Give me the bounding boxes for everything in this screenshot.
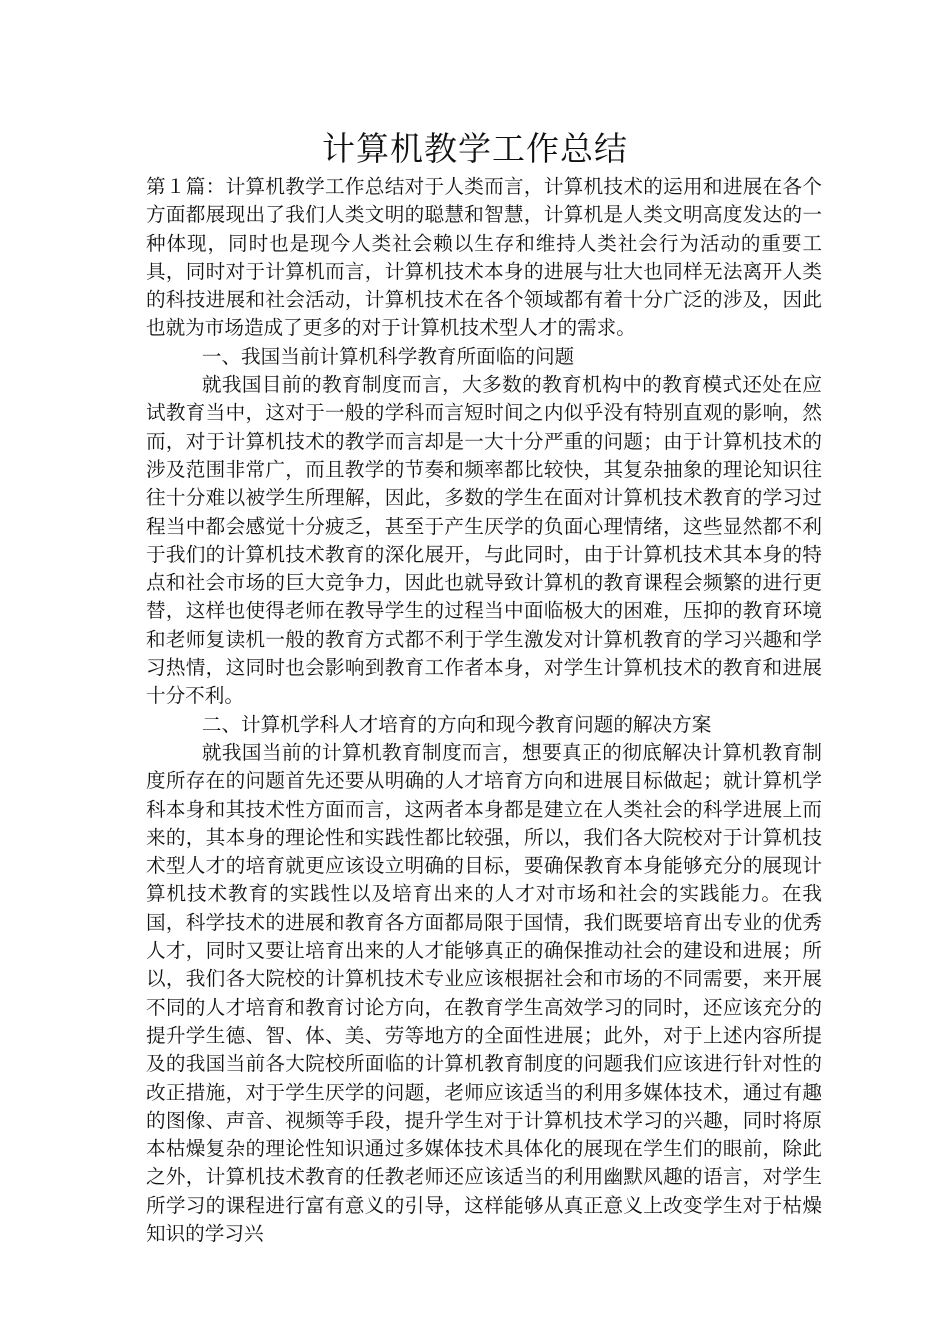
paragraph-solutions: 就我国当前的计算机教育制度而言，想要真正的彻底解决计算机教育制度所存在的问题首先还要从明确的人才培育方向和进展目标做起；就计算机学科本身和其技术性方面而言，这两者本身都是建立在人类社会的科学进展上而来的，其本身的理论性和实践性都比较强，所以，我们各大院校对于计算机技术型人才的培育就更应该设立明确的目标，要确保教育本身能够充分的展现计算机技术教育的实践性以及培育出来的人才对市场和社会的实践能力。在我国，科学技术的进展和教育各方面都局限于国情，我们既要培育出专业的优秀人才，同时又要让培育出来的人才能够真正的确保推动社会的建设和进展；所以，我们各大院校的计算机技术专业应该根据社会和市场的不同需要，来开展不同的人才培育和教育讨论方向，在教育学生高效学习的同时，还应该充分的提升学生德、智、体、美、劳等地方的全面性进展；此外，对于上述内容所提及的我国当前各大院校所面临的计算机教育制度的问题我们应该进行针对性的改正措施，对于学生厌学的问题，老师应该适当的利用多媒体技术，通过有趣的图像、声音、视频等手段，提升学生对于计算机技术学习的兴趣，同时将原本枯燥复杂的理论性知识通过多媒体技术具体化的展现在学生们的眼前，除此之外，计算机技术教育的任教老师还应该适当的利用幽默风趣的语言，对学生所学习的课程进行富有意义的引导，这样能够从真正意义上改变学生对于枯燥知识的学习兴 xyxy=(146,740,822,1245)
paragraph-problems: 就我国目前的教育制度而言，大多数的教育机构中的教育模式还处在应试教育当中，这对于一般的学科而言短时间之内似乎没有特别直观的影响，然而，对于计算机技术的教学而言却是一大十分严重的问题；由于计算机技术的涉及范围非常广，而且教学的节奏和频率都比较快，其复杂抽象的理论知识往往十分难以被学生所理解，因此，多数的学生在面对计算机技术教育的学习过程当中都会感觉十分疲乏，甚至于产生厌学的负面心理情绪，这些显然都不利于我们的计算机技术教育的深化展开，与此同时，由于计算机技术其本身的特点和社会市场的巨大竞争力，因此也就导致计算机的教育课程会频繁的进行更替，这样也使得老师在教导学生的过程当中面临极大的困难，压抑的教育环境和老师复读机一般的教育方式都不利于学生激发对计算机教育的学习兴趣和学习热情，这同时也会影响到教育工作者本身，对学生计算机技术的教育和进展十分不利。 xyxy=(146,373,822,708)
document-body xyxy=(146,173,822,1248)
section-heading-solutions: 二、计算机学科人才培育的方向和现今教育问题的解决方案 xyxy=(201,712,712,736)
section-heading-problems: 一、我国当前计算机科学教育所面临的问题 xyxy=(201,344,575,368)
paragraph-intro: 第１篇：计算机教学工作总结对于人类而言，计算机技术的运用和进展在各个方面都展现出了我们人类文明的聪慧和智慧，计算机是人类文明高度发达的一种体现，同时也是现今人类社会赖以生存和维持人类社会行为活动的重要工具，同时对于计算机而言，计算机技术本身的进展与壮大也同样无法离开人类的科技进展和社会活动，计算机技术在各个领域都有着十分广泛的涉及，因此也就为市场造成了更多的对于计算机技术型人才的需求。 xyxy=(146,175,822,340)
document-title: 计算机教学工作总结 xyxy=(322,129,628,168)
